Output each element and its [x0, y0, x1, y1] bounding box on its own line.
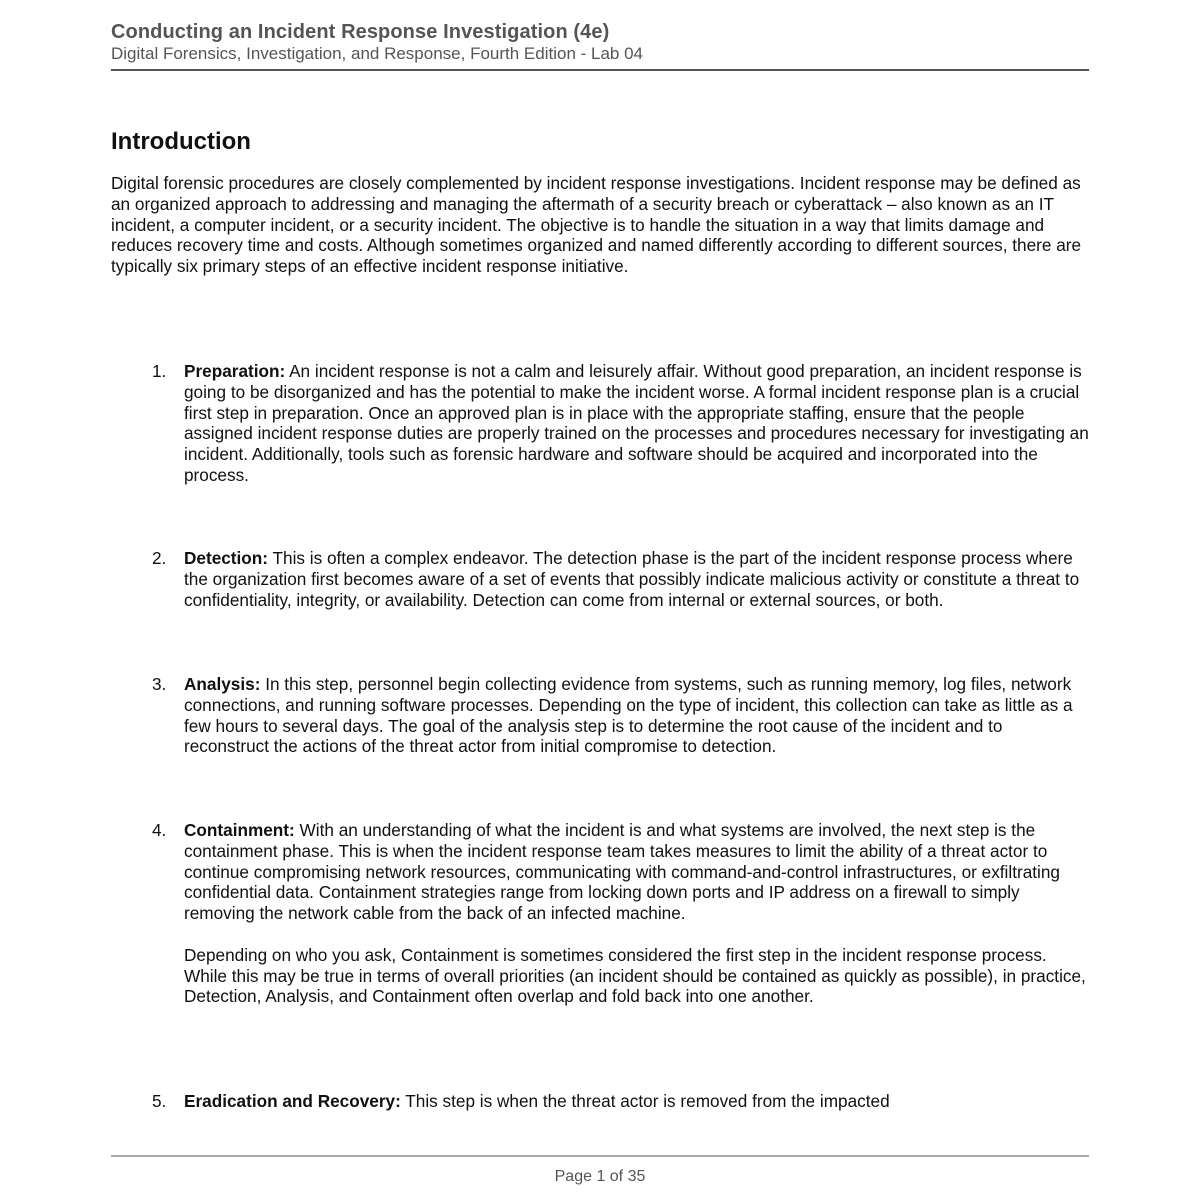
step-text: This is often a complex endeavor. The detection phase is the part of the incident response process where the organization first becomes aware of a set of events that possibly indicate malicious activity or constitute a threat to confidentiality, integrity, or availability. Detection can come from internal or external sources, or both.	[184, 548, 1080, 610]
list-number: 1.	[152, 361, 167, 381]
step-text: This step is when the threat actor is removed from the impacted	[400, 1091, 890, 1111]
list-number: 5.	[152, 1091, 167, 1111]
section-heading: Introduction	[111, 128, 251, 155]
step-text-continued: Depending on who you ask, Containment is sometimes considered the first step in the incident response process. While this may be true in terms of overall priorities (an incident should be contained as quickly as possible), in practice, Detection, Analysis, and Containment often overlap and fold back into one another.	[184, 944, 1086, 1007]
page-number: Page 1 of 35	[554, 1168, 646, 1185]
step-text: In this step, personnel begin collecting evidence from systems, such as running memory, log files, network connections, and running software processes. Depending on the type of incident, this collection can take as little as a few hours to several days. The goal of the analysis step is to determine the root cause of the incident and to reconstruct the actions of the threat actor from initial compromise to detection.	[184, 674, 1073, 757]
introduction-section	[111, 126, 1096, 277]
list-number: 3.	[152, 674, 167, 694]
list-number: 2.	[152, 548, 167, 568]
intro-paragraph: Digital forensic procedures are closely complemented by incident response investigations. Incident response may be defined as an organized approach to addressing and managing the aftermath of a security breach or cyberattack – also known as an IT incident, a computer incident, or a security incident. The objective is to handle the situation in a way that limits damage and reduces recovery time and costs. Although sometimes organized and named differently according to different sources, there are typically six primary steps of an effective incident response initiative.	[111, 173, 1082, 277]
list-number: 4.	[152, 820, 167, 840]
list-item-preparation	[152, 361, 1092, 486]
list-item-eradication-recovery	[152, 1091, 1092, 1112]
step-label: Detection:	[184, 548, 269, 568]
step-text: An incident response is not a calm and leisurely affair. Without good preparation, an incident response is going to be disorganized and has the potential to make the incident worse. A formal incident response plan is a crucial first step in preparation. Once an approved plan is in place with the appropriate staffing, ensure that the people assigned incident response duties are properly trained on the processes and procedures necessary for investigating an incident. Additionally, tools such as forensic hardware and software should be acquired and incorporated into the process.	[184, 361, 1089, 485]
step-text: With an understanding of what the incident is and what systems are involved, the next step is the containment phase. This is when the incident response team takes measures to limit the ability of a threat actor to continue compromising network resources, communicating with command-and-control infrastructures, or exfiltrating confidential data. Containment strategies range from locking down ports and IP address on a firewall to simply removing the network cable from the back of an infected machine.	[184, 820, 1060, 924]
step-label: Eradication and Recovery:	[184, 1091, 401, 1111]
header-divider	[111, 69, 1089, 71]
document-title: Conducting an Incident Response Investigation (4e)	[111, 21, 610, 43]
document-subtitle: Digital Forensics, Investigation, and Response, Fourth Edition - Lab 04	[111, 44, 644, 63]
page-header	[111, 20, 1089, 64]
step-label: Containment:	[184, 820, 295, 840]
footer-divider	[111, 1155, 1089, 1157]
list-item-detection	[152, 548, 1092, 610]
step-label: Preparation:	[184, 361, 286, 381]
list-item-analysis	[152, 674, 1092, 757]
step-label: Analysis:	[184, 674, 261, 694]
list-item-containment	[152, 820, 1092, 1007]
